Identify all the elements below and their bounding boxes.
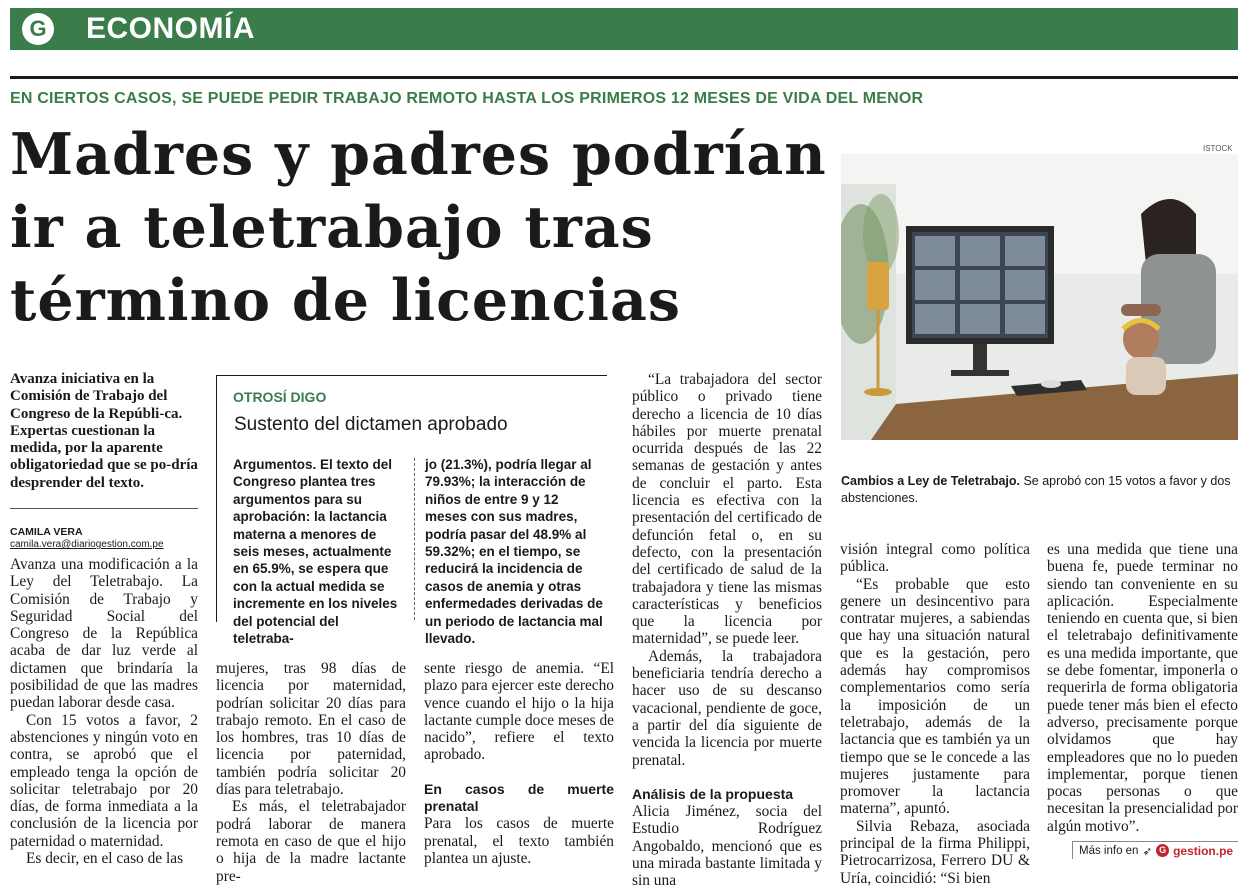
body-column-4 bbox=[632, 371, 822, 890]
caption-bold: Cambios a Ley de Teletrabajo. bbox=[841, 474, 1020, 488]
paragraph: es una medida que tiene una buena fe, puede terminar no siendo tan conveniente en su aplicación. Especialmente teniendo en cuenta que, si bien el teletrabajo definitivamente es una medida importante, que se debe fomentar, imponerla o requerirla de forma obligatoria puede tener más bien el efecto adverso, precisamente porque olvidamos que hay empleadores que no lo pueden implementar, porque tienen pocas personas o que necesitan la presencialidad por algún motivo”. bbox=[1047, 541, 1238, 835]
sidebar-label: OTROSÍ DIGO bbox=[233, 389, 327, 405]
paragraph: Para los casos de muerte prenatal, el texto también plantea un ajuste. bbox=[424, 815, 614, 867]
paragraph: Es decir, en el caso de las bbox=[26, 850, 184, 868]
subheading: Análisis de la propuesta bbox=[632, 785, 794, 802]
sidebar-text-column-2: jo (21.3%), podría llegar al 79.93%; la interacción de niños de entre 9 y 12 meses con sus madres, podría pasar del 48.9% al 59.32%; en el tiempo, se reducirá la incidencia de casos de anemia y otras enfermedades derivadas de un periodo de lactancia mal llevado. bbox=[425, 457, 603, 647]
body-column-5 bbox=[840, 541, 1030, 887]
paragraph: Además, la trabajadora beneficiaria tendría derecho a hacer uso de su descanso vacacional, pendiente de goce, a partir del día siguiente de vencida la licencia por muerte prenatal. bbox=[632, 647, 822, 769]
body-column-3 bbox=[424, 660, 614, 867]
paragraph: Silvia Rebaza, asociada principal de la firma Philippi, Pietrocarrizosa, Ferrero DU & Uría, coincidió: “Si bien bbox=[840, 817, 1030, 887]
gestion-logo-icon: G bbox=[22, 13, 54, 45]
sidebar-box-left-border bbox=[216, 375, 217, 622]
paragraph: Es más, el teletrabajador podrá laborar de manera remota en caso de que el hijo o hija de la madre lactante pre- bbox=[216, 798, 406, 885]
section-title: ECONOMÍA bbox=[86, 12, 255, 45]
body-column-2 bbox=[216, 660, 406, 885]
paragraph: mujeres, tras 98 días de licencia por maternidad, podrían solicitar 20 días para trabajo remoto. En el caso de los hombres, tras 10 días de licencia por paternidad, también podría solicitar 20 días para teletrabajo. bbox=[216, 660, 406, 799]
brand-name: gestion.pe bbox=[1173, 843, 1234, 858]
sidebar-title: Sustento del dictamen aprobado bbox=[234, 414, 508, 435]
header-rule bbox=[10, 76, 1238, 79]
paragraph: Con 15 votos a favor, 2 abstenciones y ningún voto en contra, se aprobó que el empleado tenga la opción de solicitar teletrabajo por 20 días, de forma inmediata a la conclusión de la licencia por paternidad o maternidad. bbox=[10, 711, 198, 850]
article-photo bbox=[841, 154, 1238, 440]
paragraph: visión integral como política pública. bbox=[840, 541, 1030, 576]
sidebar-box-top-border bbox=[216, 375, 607, 376]
article-kicker: EN CIERTOS CASOS, SE PUEDE PEDIR TRABAJO REMOTO HASTA LOS PRIMEROS 12 MESES DE VIDA DEL MENOR bbox=[10, 90, 924, 107]
photo-credit: ISTOCK bbox=[1203, 144, 1233, 153]
more-info-label: Más info en bbox=[1079, 844, 1139, 857]
paragraph: Alicia Jiménez, socia del Estudio Rodríguez Angobaldo, mencionó que es una mirada bastante limitada y sin una bbox=[632, 803, 822, 890]
article-headline bbox=[10, 118, 840, 337]
more-info-link[interactable] bbox=[1072, 841, 1238, 859]
caption-text: Se aprobó con 15 votos a favor y dos abstenciones. bbox=[841, 474, 1231, 505]
paragraph: sente riesgo de anemia. “El plazo para ejercer este derecho vence cuando el hijo o la hija lactante cumple doce meses de nacido”, refiere el texto aprobado. bbox=[424, 660, 614, 764]
body-column-6 bbox=[1047, 541, 1238, 835]
body-column-1 bbox=[10, 556, 198, 867]
gestion-logo-icon: G bbox=[1156, 844, 1169, 857]
author-name: CAMILA VERA bbox=[10, 526, 83, 538]
subheading: En casos de muerte prenatal bbox=[424, 780, 614, 815]
paragraph: Avanza una modificación a la Ley del Teletrabajo. La Comisión de Trabajo y Seguridad Social del Congreso de la República acaba de dar luz verde al dictamen que brindaría la posibilidad de que las madres puedan laborar desde casa. bbox=[10, 556, 198, 712]
headline-line: término de licencias bbox=[10, 267, 681, 334]
headline-line: Madres y padres podrían bbox=[10, 121, 827, 188]
lead-divider bbox=[10, 508, 198, 509]
paragraph: “Es probable que esto genere un desincentivo para contratar mujeres, a sabiendas que hay una situación natural que es la gestación, pero además hay compromisos complementarios como sería la imposición de un teletrabajo, además de la lactancia que es también ya un tiempo que se le concede a las mujeres justamente para promover la lactancia materna”, apuntó. bbox=[840, 575, 1030, 818]
sidebar-text-column-1: Argumentos. El texto del Congreso plantea tres argumentos para su aprobación: la lactancia materna a menores de seis meses, actualmente en 65.9%, se espera que con la actual medida se incremente en los niveles del potencial del teletraba- bbox=[233, 457, 398, 647]
paragraph: “La trabajadora del sector público o privado tiene derecho a licencia de 10 días hábiles por muerte prenatal ocurrida después de las 22 semanas de gestación y antes de concluir el parto. Esta licencia es efectiva con la presentación del certificado de defunción fetal o, en su defecto, con la presentación del certificado de salud de la trabajadora y tiene las mismas características y beneficios que la licencia por maternidad”, se puede leer. bbox=[632, 371, 822, 648]
sidebar-column-divider bbox=[414, 458, 415, 620]
article-lead: Avanza iniciativa en la Comisión de Trabajo del Congreso de la Repúbli-ca. Expertas cuestionan la medida, por la aparente obligatoriedad que se po-dría desprender del texto. bbox=[10, 371, 198, 491]
photo-caption bbox=[841, 473, 1238, 507]
headline-line: ir a teletrabajo tras bbox=[10, 194, 654, 261]
author-email-link[interactable]: camila.vera@diariogestion.com.pe bbox=[10, 539, 164, 550]
arrow-icon: ➶ bbox=[1142, 845, 1153, 858]
